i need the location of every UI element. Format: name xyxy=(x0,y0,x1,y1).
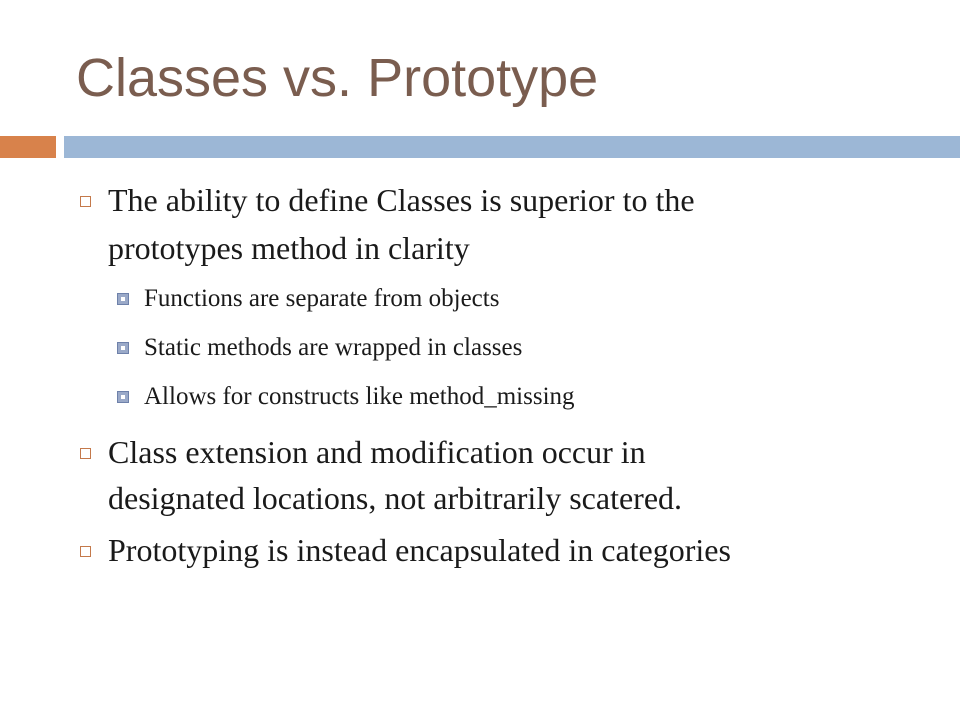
bullet-marker-icon xyxy=(80,196,91,207)
bullet-marker-icon xyxy=(80,546,91,557)
bullet-3-line-1: Prototyping is instead encapsulated in categories xyxy=(108,532,731,568)
sub-bullet-3: Allows for constructs like method_missing xyxy=(144,383,575,410)
bullet-1-line-1: The ability to define Classes is superior to the xyxy=(108,182,695,218)
bullet-marker-icon xyxy=(80,448,91,459)
sub-bullet-marker-icon xyxy=(117,293,129,305)
sub-bullet-1: Functions are separate from objects xyxy=(144,285,500,312)
slide-title: Classes vs. Prototype xyxy=(76,48,599,108)
sub-bullet-marker-icon xyxy=(117,342,129,354)
bullet-2-line-1: Class extension and modification occur in xyxy=(108,434,646,470)
sub-bullet-2: Static methods are wrapped in classes xyxy=(144,334,523,361)
bullet-1-line-2: prototypes method in clarity xyxy=(108,230,470,266)
bullet-2-line-2: designated locations, not arbitrarily scatered. xyxy=(108,480,683,516)
sub-bullet-marker-icon xyxy=(117,391,129,403)
